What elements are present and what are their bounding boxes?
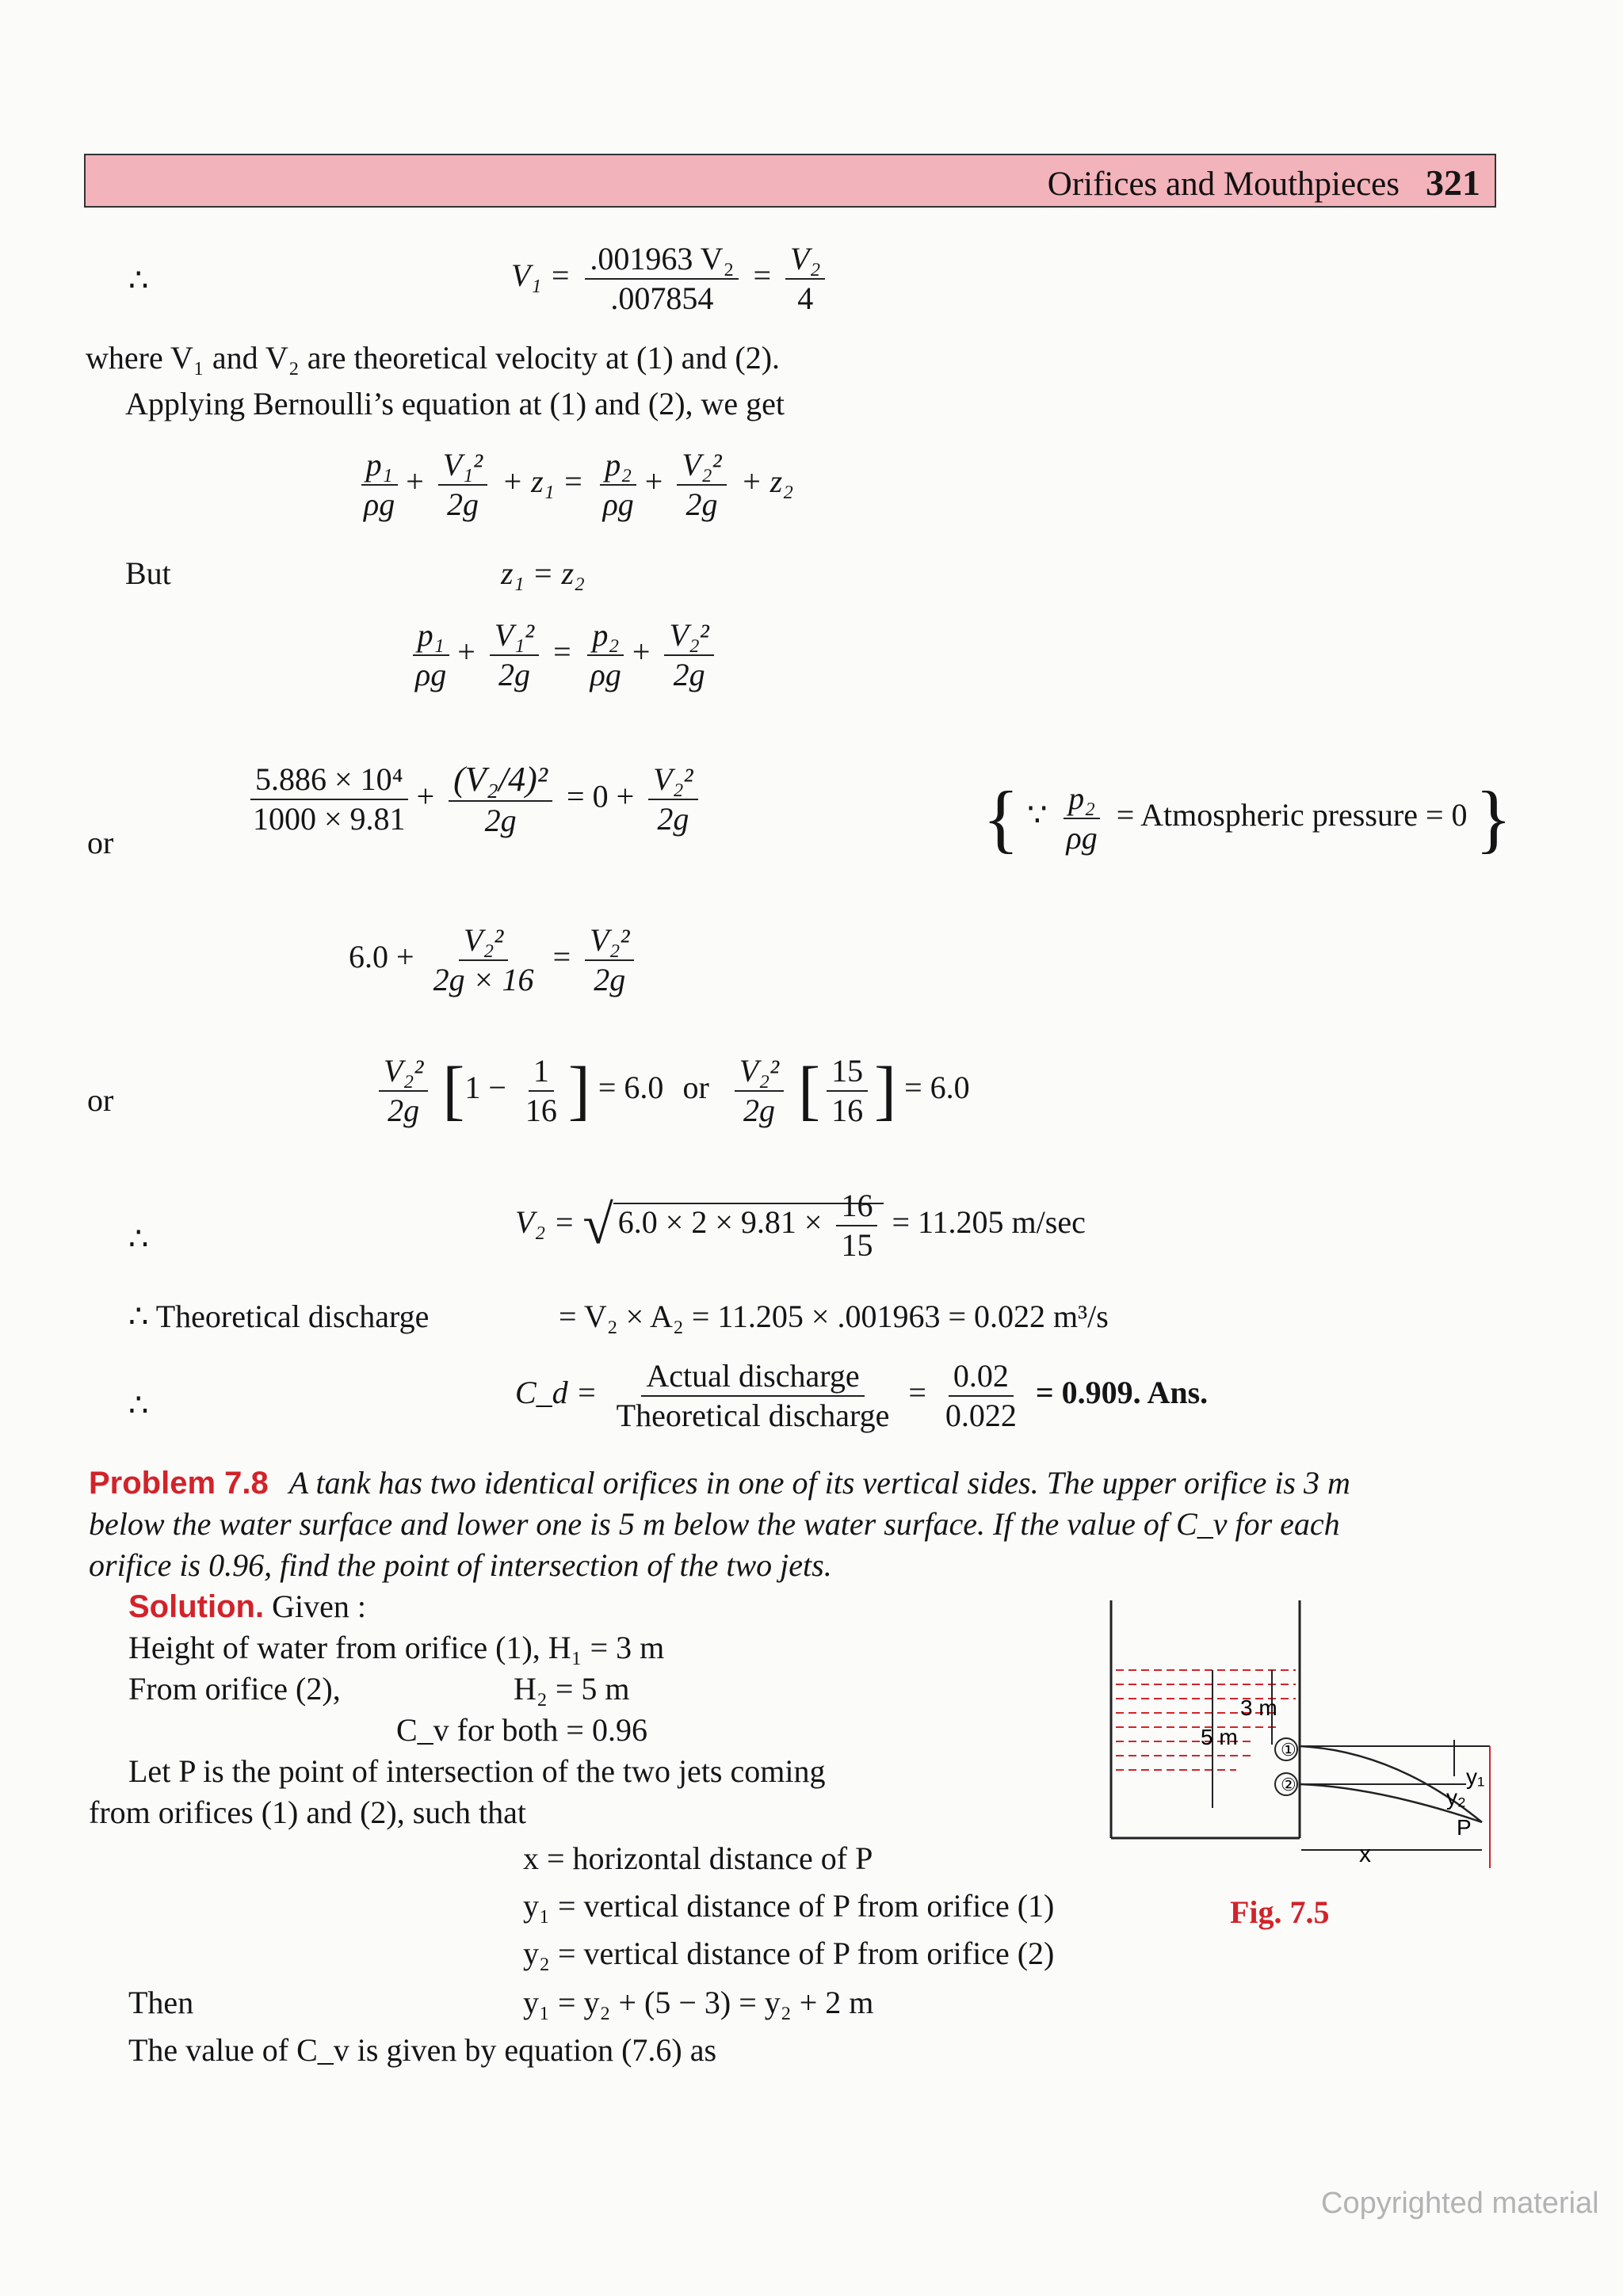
v1-fraction-right: $\frac{\text{V₂}}{4}$ <box>785 242 825 316</box>
figure-caption: Fig. 7.5 <box>1230 1894 1330 1930</box>
problem-statement: Problem 7.8 A tank has two identical orifices in one of its vertical sides. The upper orifice is 3 m <box>89 1465 1350 1501</box>
problem-line-3: orifice is 0.96, find the point of intersection of the two jets. <box>89 1547 832 1583</box>
page-header <box>84 154 1496 208</box>
therefore-symbol: ∴ <box>128 262 149 298</box>
step-six: 6.0 + $\frac{\text{V₂²}}{2g \times 16}$ = $\frac{\text{V₂²}}{2g}$ <box>349 923 640 997</box>
v2-equation: V₂ = √ 6.0 × 2 × 9.81 × $\frac{16}{15}$ = 11.205 m/sec <box>515 1188 1086 1263</box>
where-text: where V₁ and V₂ are theoretical velocity at (1) and (2). <box>86 340 781 376</box>
h2-label: From orifice (2), <box>128 1671 341 1707</box>
let-line-2: from orifices (1) and (2), such that <box>89 1794 527 1830</box>
y1-definition: y₁ = vertical distance of P from orifice (1) <box>523 1888 1055 1924</box>
problem-label: Problem 7.8 <box>89 1466 269 1501</box>
copyright-watermark: Copyrighted material <box>1321 2187 1599 2220</box>
x-label: x <box>1359 1841 1371 1867</box>
dim-3m: 3 m <box>1240 1695 1277 1720</box>
then-label: Then <box>128 1985 194 2020</box>
theoretical-discharge-value: = V₂ × A₂ = 11.205 × .001963 = 0.022 m³/s <box>559 1299 1109 1334</box>
v1-equation: V₁ = $\frac{\text{.001963 V₂}}{.007854}$ = $\frac{\text{V₂}}{4}$ <box>511 242 831 316</box>
orifice-1-label: ① <box>1281 1740 1296 1760</box>
theoretical-discharge-label: ∴ Theoretical discharge <box>128 1299 430 1334</box>
y1-label: y₁ <box>1466 1764 1485 1789</box>
v1-fraction: $\frac{\text{.001963 V₂}}{.007854}$ <box>585 242 739 316</box>
y2-definition: y₂ = vertical distance of P from orifice (2) <box>523 1936 1055 1971</box>
bracket-step: $\frac{\text{V₂²}}{2g}$ [1 − $\frac{1}{16}$ ] = 6.0 or $\frac{\text{V₂²}}{2g}$ [ $\frac{15}{16}$ ] = 6.0 <box>372 1054 970 1128</box>
p-label: P <box>1457 1815 1472 1840</box>
cd-equation: C_d = $\frac{\text{Actual discharge}}{\text{Theoretical discharge}}$ = $\frac{0.02}{0.022}$ = 0.909. Ans. <box>515 1358 1209 1433</box>
or-label-2: or <box>87 1082 114 1118</box>
orifice-2-label: ② <box>1281 1775 1296 1794</box>
y2-label: y₂ <box>1446 1785 1466 1810</box>
chapter-title: Orifices and Mouthpieces <box>1047 166 1400 203</box>
solution-heading: Solution. Given : <box>128 1589 366 1624</box>
v1-lhs: V₁ = <box>511 257 571 294</box>
let-line-1: Let P is the point of intersection of the two jets coming <box>128 1753 826 1789</box>
then-equation: y₁ = y₂ + (5 − 3) = y₂ + 2 m <box>523 1985 874 2020</box>
h1-text: Height of water from orifice (1), H₁ = 3 m <box>128 1630 665 1665</box>
tank-figure <box>1094 1600 1522 1886</box>
bernoulli-reduced: $\frac{\text{p₁}}{\rho g}$ + $\frac{\text{V₁²}}{2g}$ = $\frac{\text{p₂}}{\rho g}$ + $\frac{\text{V₂²}}{2g}$ <box>404 618 720 692</box>
or-label-1: or <box>87 825 114 860</box>
z-equal: z₁ = z₂ <box>501 555 585 591</box>
problem-line-2: below the water surface and lower one is 5 m below the water surface. If the value of C_v for each <box>89 1506 1340 1542</box>
dim-5m: 5 m <box>1201 1725 1238 1749</box>
page-number: 321 <box>1426 162 1480 203</box>
bernoulli-equation: $\frac{\text{p₁}}{\rho g}$ + $\frac{\text{V₁²}}{2g}$ + z₁ = $\frac{\text{p₂}}{\rho g}$ + $\frac{\text{V₂²}}{2g}$ + z₂ <box>353 448 793 522</box>
therefore-symbol-2: ∴ <box>128 1221 149 1257</box>
atmospheric-note: { ∵ $\frac{\text{p₂}}{\rho g}$ = Atmospheric pressure = 0 } <box>983 776 1512 860</box>
x-definition: x = horizontal distance of P <box>523 1840 873 1876</box>
cv-final-text: The value of C_v is given by equation (7.6) as <box>128 2032 717 2068</box>
numeric-substitution: $\frac{\text{5.886 × 10⁴}}{1000 \times 9.81}$ + $\frac{\text{(V₂/4)²}}{2g}$ = 0 + $\frac{\text{V₂²}}{2g}$ <box>242 761 705 838</box>
applying-text: Applying Bernoulli’s equation at (1) and (2), we get <box>125 386 785 421</box>
but-label: But <box>125 555 171 591</box>
therefore-symbol-3: ∴ <box>128 1387 149 1423</box>
cv-text: C_v for both = 0.96 <box>396 1712 647 1748</box>
h2-value: H₂ = 5 m <box>514 1671 630 1707</box>
